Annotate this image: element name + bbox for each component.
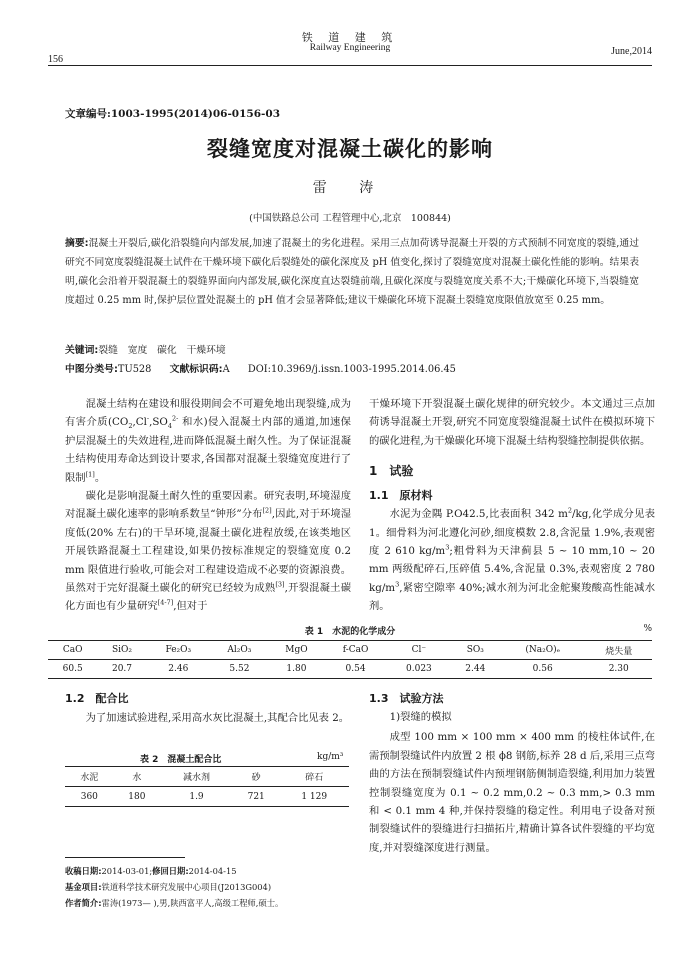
journal-title-cn: 铁 道 建 筑 <box>301 31 399 44</box>
table-header-cell: 减水剂 <box>160 767 233 787</box>
table-header-cell: f-CaO <box>324 641 387 660</box>
table-2-unit: kg/m³ <box>317 752 344 762</box>
citation: [3] <box>275 580 285 589</box>
table-cell: 1 129 <box>279 787 349 807</box>
footnote-dates: 收稿日期:2014-03-01;修回日期:2014-04-15 <box>65 866 237 876</box>
table-header-cell: SO₃ <box>451 641 500 660</box>
table-1-unit: % <box>643 624 652 634</box>
table-cell: 20.7 <box>97 660 146 679</box>
table-header-cell: MgO <box>269 641 324 660</box>
issue-date: June,2014 <box>611 46 652 57</box>
footnotes <box>65 863 283 911</box>
author-affiliation: (中国铁路总公司 工程管理中心,北京 100844) <box>249 213 451 224</box>
keywords <box>65 342 226 356</box>
section-1-1-heading: 1.1 原材料 <box>369 489 433 503</box>
body-right-column <box>369 395 655 616</box>
footnote-author-bio: 作者简介:雷涛(1973— ),男,陕西富平人,高级工程师,硕士。 <box>65 898 284 908</box>
table-cell: 0.54 <box>324 660 387 679</box>
clc-label: 中图分类号: <box>65 364 118 375</box>
doc-code-label: 文献标识码: <box>169 364 223 375</box>
table-cell: 0.56 <box>500 660 586 679</box>
intro-paragraph-3: 干燥环境下开裂混凝土碳化规律的研究较少。本文通过三点加荷诱导混凝土开裂,研究不同宽度裂缝混凝土试件在模拟环境下的碳化进程,为干燥碳化环境下混凝土结构裂缝控制提供依据。 <box>369 398 655 447</box>
table-header-cell: CaO <box>48 641 97 660</box>
table-1-caption: 表 1 水泥的化学成分 <box>304 627 396 637</box>
table-cell: 1.80 <box>269 660 324 679</box>
citation: [2] <box>262 507 272 516</box>
page-number: 156 <box>48 54 63 65</box>
table-cell: 1.9 <box>160 787 233 807</box>
table-2-caption: 表 2 混凝土配合比 <box>140 755 222 765</box>
classification-line <box>65 361 456 375</box>
citation: [4-7] <box>157 599 174 608</box>
table-header-row <box>65 767 349 787</box>
keywords-label: 关键词: <box>65 345 99 356</box>
table-row <box>48 660 652 679</box>
table-cell: 0.023 <box>387 660 450 679</box>
section-1-heading: 1 试验 <box>369 464 414 479</box>
abstract <box>65 234 639 310</box>
table-cell: 5.52 <box>210 660 269 679</box>
clc-code: TU528 <box>117 364 152 375</box>
section-1-3-heading: 1.3 试验方法 <box>369 692 444 705</box>
body-left-column <box>65 395 351 616</box>
table-header-cell: Al₂O₃ <box>210 641 269 660</box>
abstract-text: 混凝土开裂后,碳化沿裂缝向内部发展,加速了混凝土的劣化进程。采用三点加荷诱导混凝土开裂的方式预制不同宽度的裂缝,通过研究不同宽度裂缝混凝土试件在干燥环境下碳化后裂缝处的碳化深度及 pH 值变化,探讨了裂缝宽度对混凝土碳化性能的影响。结果表明,碳化会沿着开裂混凝土的裂缝界面向内部发展,碳化深度直达裂缝前端,且碳化深度与裂缝宽度关系不大;干燥碳化环境下,当裂缝宽度超过 0.25 mm 时,保护层位置处混凝土的 pH 值才会显著降低;建议干燥碳化环境下混凝土裂缝宽度限值放宽至 0.25 mm。 <box>65 238 639 306</box>
table-1 <box>48 640 652 679</box>
table-header-cell: (Na₂O)ₑ <box>500 641 586 660</box>
section-1-3 <box>369 690 655 857</box>
citation: [1] <box>85 470 95 479</box>
intro-paragraph-2: 碳化是影响混凝土耐久性的重要因素。研究表明,环境湿度对混凝土碳化速率的影响系数呈“钟形”分布[2],因此,对于环境湿度低(20% 左右)的干旱环境,混凝土碳化进程放缓,在该类地区开展铁路混凝土工程建设,如果仍按标准规定的裂缝宽度 0.2 mm 限值进行验收,可能会对工程建设造成不必要的资源浪费。虽然对于完好混凝土碳化的研究已经较为成熟[3],开裂混凝土碳化方面也有少量研究[4-7],但对于 <box>65 490 352 613</box>
crack-simulation-paragraph: 成型 100 mm × 100 mm × 400 mm 的棱柱体试件,在需预制裂缝试件内放置 2 根 ϕ8 钢筋,标养 28 d 后,采用三点弯曲的方法在预制裂缝试件内预埋钢筋侧制造裂缝,利用加力装置控制裂缝宽度为 0.1 ~ 0.2 mm,0.2 ~ 0.3 mm,> 0.3 mm 和 < 0.1 mm 4 种,并保持裂缝的稳定性。利用电子设备对预制裂缝试件的裂缝进行扫描拓片,精确计算各试件裂缝的平均宽度,并对裂缝深度进行测量。 <box>369 731 655 854</box>
keywords-text: 裂缝 宽度 碳化 干燥环境 <box>98 345 226 356</box>
table-cell: 60.5 <box>48 660 97 679</box>
table-cell: 721 <box>233 787 279 807</box>
table-header-cell: Cl⁻ <box>387 641 450 660</box>
table-cell: 2.44 <box>451 660 500 679</box>
table-header-cell: 烧失量 <box>585 641 652 660</box>
section-1-2-heading: 1.2 配合比 <box>65 692 129 705</box>
table-header-cell: 水 <box>114 767 160 787</box>
table-header-cell: SiO₂ <box>97 641 146 660</box>
abstract-label: 摘要: <box>65 238 89 249</box>
table-2 <box>65 766 349 807</box>
header-rule <box>48 65 652 66</box>
table-header-cell: 碎石 <box>279 767 349 787</box>
footnote-rule <box>65 857 185 858</box>
table-cell: 180 <box>114 787 160 807</box>
table-cell: 2.46 <box>147 660 210 679</box>
materials-paragraph: 水泥为金隅 P.O42.5,比表面积 342 $m^2/kg$,化学成分见表 1。细骨料为河北遵化河砂,细度模数 2.8,含泥量 1.9%,表观密度 2 610 $kg/m^3$;粗骨料为天津蓟县 5 ~ 10 mm,10 ~ 20 mm 两级配碎石,压碎值 5.4%,含泥量 0.3%,表观密度 2 780 $kg/m^3$,紧密空隙率 40%;减水剂为河北金舵聚羧酸高性能减水剂。 <box>369 506 655 613</box>
mix-ratio-paragraph: 为了加速试验进程,采用高水灰比混凝土,其配合比见表 2。 <box>85 712 350 724</box>
article-number: 文章编号:1003-1995(2014)06-0156-03 <box>65 108 281 120</box>
crack-simulation-subheading: 1)裂缝的模拟 <box>389 711 452 723</box>
table-cell: 360 <box>65 787 114 807</box>
table-row <box>65 787 349 807</box>
paper-title: 裂缝宽度对混凝土碳化的影响 <box>207 136 493 161</box>
author-name: 雷 涛 <box>312 180 388 196</box>
table-cell: 2.30 <box>585 660 652 679</box>
table-header-cell: 水泥 <box>65 767 114 787</box>
footnote-funding: 基金项目:铁道科学技术研究发展中心项目(J2013G004) <box>65 882 272 892</box>
table-header-row <box>48 641 652 660</box>
journal-title-en: Railway Engineering <box>309 43 391 53</box>
intro-paragraph-1: 混凝土结构在建设和服役期间会不可避免地出现裂缝,成为有害介质($CO_2,Cl^-,SO_4^{2-}$ 和水)侵入混凝土内部的通道,加速保护层混凝土的失效进程,进而降低混凝土耐久性。为了保证混凝土结构使用寿命达到设计要求,各国都对混凝土裂缝宽度进行了限制[1]。 <box>65 398 351 484</box>
doi: DOI:10.3969/j.issn.1003-1995.2014.06.45 <box>247 364 456 375</box>
doc-code: A <box>222 364 230 375</box>
table-header-cell: 砂 <box>233 767 279 787</box>
table-header-cell: Fe₂O₃ <box>147 641 210 660</box>
